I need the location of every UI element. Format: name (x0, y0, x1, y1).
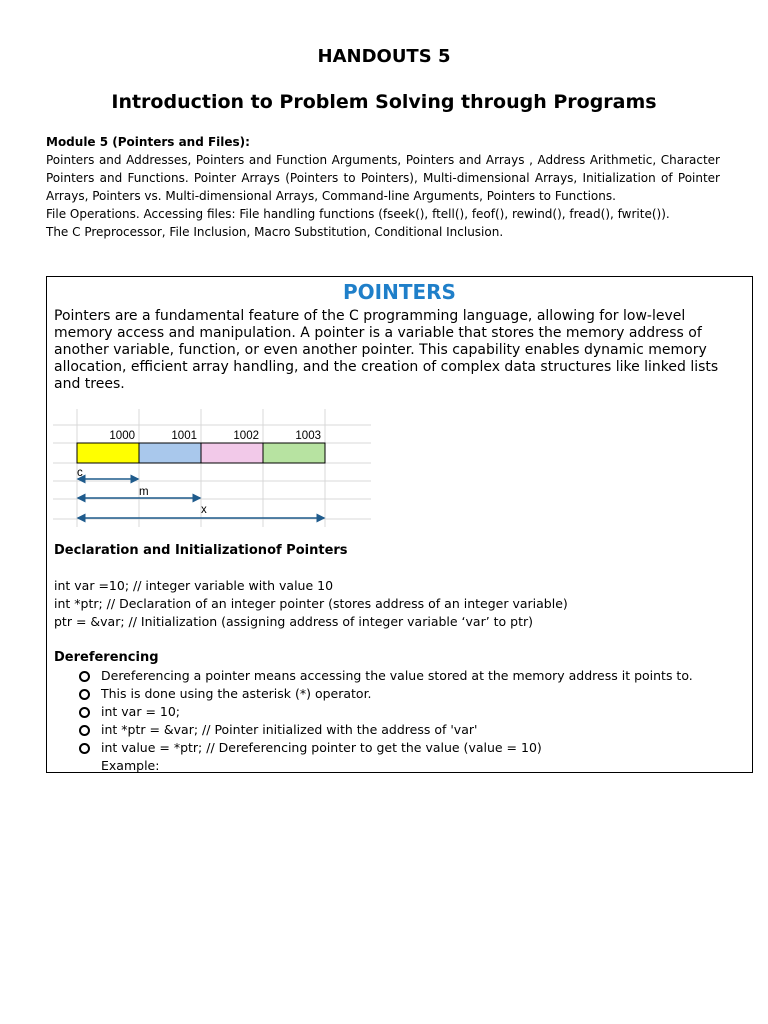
memory-diagram (53, 409, 373, 529)
list-item: Dereferencing a pointer means accessing the value stored at the memory address it points to. (79, 667, 693, 685)
module-preprocessor: The C Preprocessor, File Inclusion, Macro Substitution, Conditional Inclusion. (46, 225, 504, 239)
address-1001: 1001 (171, 430, 197, 442)
list-item: int var = 10; (79, 703, 693, 721)
pointers-box (46, 276, 753, 773)
dereferencing-list (79, 667, 693, 775)
circle-bullet-icon (79, 671, 90, 682)
memory-cell-1000 (77, 443, 139, 463)
module-section (46, 133, 720, 241)
declaration-code (54, 577, 568, 631)
module-files: File Operations. Accessing files: File handling functions (fseek(), ftell(), feof(), rewind(), fread(), fwrite()). (46, 207, 670, 221)
example-label: Example: (101, 758, 160, 773)
address-1003: 1003 (295, 430, 321, 442)
pointers-intro: Pointers are a fundamental feature of the C programming language, allowing for low-level memory access and manipulation. A pointer is a variable that stores the memory address of another variable, function, or even another pointer. This capability enables dynamic memory allocation, efficient array handling, and the creation of complex data structures like linked lists and trees. (54, 308, 719, 392)
label-c: c (77, 467, 83, 479)
memory-cell-1003 (263, 443, 325, 463)
code-line: int *ptr; // Declaration of an integer pointer (stores address of an integer variable) (54, 596, 568, 611)
label-m: m (139, 486, 149, 498)
handout-number: HANDOUTS 5 (317, 46, 451, 67)
list-item: int *ptr = &var; // Pointer initialized with the address of 'var' (79, 721, 693, 739)
memory-cell-1001 (139, 443, 201, 463)
address-1002: 1002 (233, 430, 259, 442)
code-line: int var =10; // integer variable with value 10 (54, 578, 334, 593)
circle-bullet-icon (79, 725, 90, 736)
address-1000: 1000 (109, 430, 135, 442)
list-item: This is done using the asterisk (*) operator. (79, 685, 693, 703)
dereferencing-heading: Dereferencing (54, 650, 159, 665)
circle-bullet-icon (79, 707, 90, 718)
code-line: ptr = &var; // Initialization (assigning address of integer variable ‘var’ to ptr) (54, 614, 534, 629)
memory-cell-1002 (201, 443, 263, 463)
list-item: int value = *ptr; // Dereferencing pointer to get the value (value = 10) (79, 739, 693, 757)
module-heading: Module 5 (Pointers and Files): (46, 135, 250, 149)
module-topics: Pointers and Addresses, Pointers and Function Arguments, Pointers and Arrays , Address Arithmetic, Character Pointers and Functions. Pointer Arrays (Pointers to Pointers), Multi-dimensional Arrays, Initialization of Pointer Arrays, Pointers vs. Multi-dimensional Arrays, Command-line Arguments, Pointers to Functions. (46, 153, 720, 203)
circle-bullet-icon (79, 689, 90, 700)
declaration-heading: Declaration and Initializationof Pointers (54, 543, 348, 558)
document-title: Introduction to Problem Solving through Programs (111, 91, 657, 113)
label-x: x (201, 504, 207, 516)
pointers-heading: POINTERS (343, 280, 456, 304)
circle-bullet-icon (79, 743, 90, 754)
diagram-grid (53, 409, 371, 527)
